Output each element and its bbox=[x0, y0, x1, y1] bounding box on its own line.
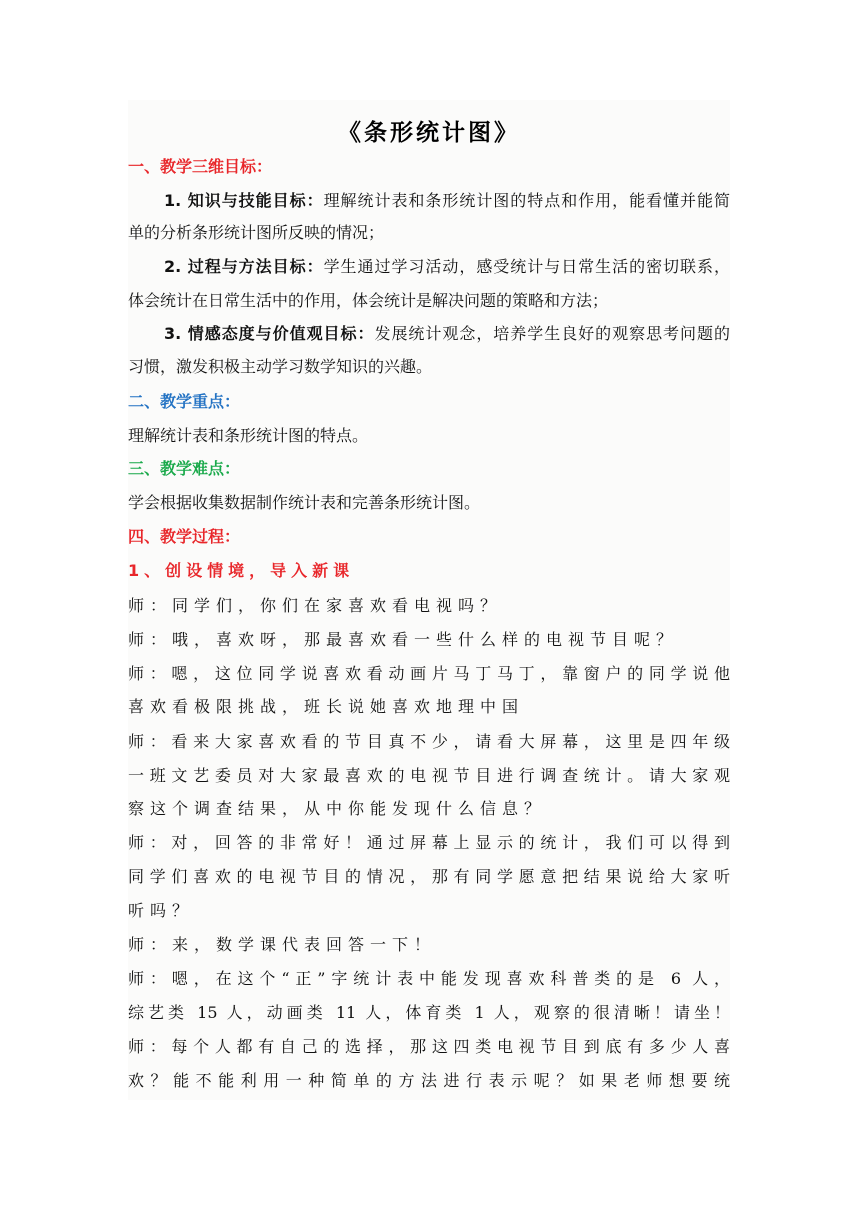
dialogue-line: 师：每个人都有自己的选择，那这四类电视节目到底有多少人喜 bbox=[128, 1037, 730, 1056]
goal-2-label: 2. 过程与方法目标： bbox=[164, 257, 324, 276]
dialogue-line: 师：嗯，在这个“正”字统计表中能发现喜欢科普类的是 6 人， bbox=[128, 969, 730, 988]
dialogue-line: 师：对，回答的非常好！通过屏幕上显示的统计，我们可以得到 bbox=[128, 833, 730, 852]
dialogue-line: 综艺类 15 人，动画类 11 人，体育类 1 人，观察的很清晰！请坐！ bbox=[128, 1003, 730, 1022]
key-points-text: 理解统计表和条形统计图的特点。 bbox=[128, 426, 369, 445]
goal-3-line-1 bbox=[164, 323, 730, 345]
goal-3-line-2: 习惯，激发积极主动学习数学知识的兴趣。 bbox=[128, 357, 433, 376]
dialogue-line: 师：嗯，这位同学说喜欢看动画片马丁马丁，靠窗户的同学说他 bbox=[128, 664, 730, 683]
document-page bbox=[128, 100, 730, 1100]
dialogue-line: 师：看来大家喜欢看的节目真不少，请看大屏幕，这里是四年级 bbox=[128, 732, 730, 751]
goal-1-line-2: 单的分析条形统计图所反映的情况； bbox=[128, 223, 385, 242]
section-heading-difficulties: 三、教学难点： bbox=[128, 459, 241, 478]
goal-1-label: 1. 知识与技能目标： bbox=[164, 191, 324, 210]
dialogue-line: 欢？能不能利用一种简单的方法进行表示呢？如果老师想要统 bbox=[128, 1071, 730, 1090]
goal-1-text: 理解统计表和条形统计图的特点和作用，能看懂并能简 bbox=[323, 191, 730, 210]
dialogue-line: 同学们喜欢的电视节目的情况，那有同学愿意把结果说给大家听 bbox=[128, 867, 730, 886]
dialogue-line: 喜欢看极限挑战，班长说她喜欢地理中国 bbox=[128, 697, 525, 716]
dialogue-line: 听吗？ bbox=[128, 901, 195, 920]
dialogue-line: 一班文艺委员对大家最喜欢的电视节目进行调查统计。请大家观 bbox=[128, 766, 730, 785]
document-title: 《条形统计图》 bbox=[338, 120, 520, 146]
dialogue-line: 师：来，数学课代表回答一下！ bbox=[128, 935, 437, 954]
goal-2-text: 学生通过学习活动，感受统计与日常生活的密切联系， bbox=[323, 257, 730, 276]
difficulties-text: 学会根据收集数据制作统计表和完善条形统计图。 bbox=[128, 493, 481, 512]
goal-2-line-2: 体会统计在日常生活中的作用，体会统计是解决问题的策略和方法； bbox=[128, 291, 609, 310]
step-1-heading: 1、创设情境，导入新课 bbox=[128, 561, 355, 580]
dialogue-line: 师：同学们，你们在家喜欢看电视吗？ bbox=[128, 596, 503, 615]
section-heading-process: 四、教学过程： bbox=[128, 527, 241, 546]
goal-2-line-1 bbox=[164, 256, 730, 278]
dialogue-line: 察这个调查结果，从中你能发现什么信息？ bbox=[128, 799, 547, 818]
goal-3-text: 发展统计观念，培养学生良好的观察思考问题的 bbox=[374, 324, 730, 343]
section-heading-key-points: 二、教学重点： bbox=[128, 392, 241, 411]
dialogue-line: 师：哦，喜欢呀，那最喜欢看一些什么样的电视节目呢？ bbox=[128, 630, 679, 649]
goal-1-line-1 bbox=[164, 190, 730, 212]
section-heading-goals: 一、教学三维目标： bbox=[128, 157, 273, 176]
goal-3-label: 3. 情感态度与价值观目标： bbox=[164, 324, 375, 343]
